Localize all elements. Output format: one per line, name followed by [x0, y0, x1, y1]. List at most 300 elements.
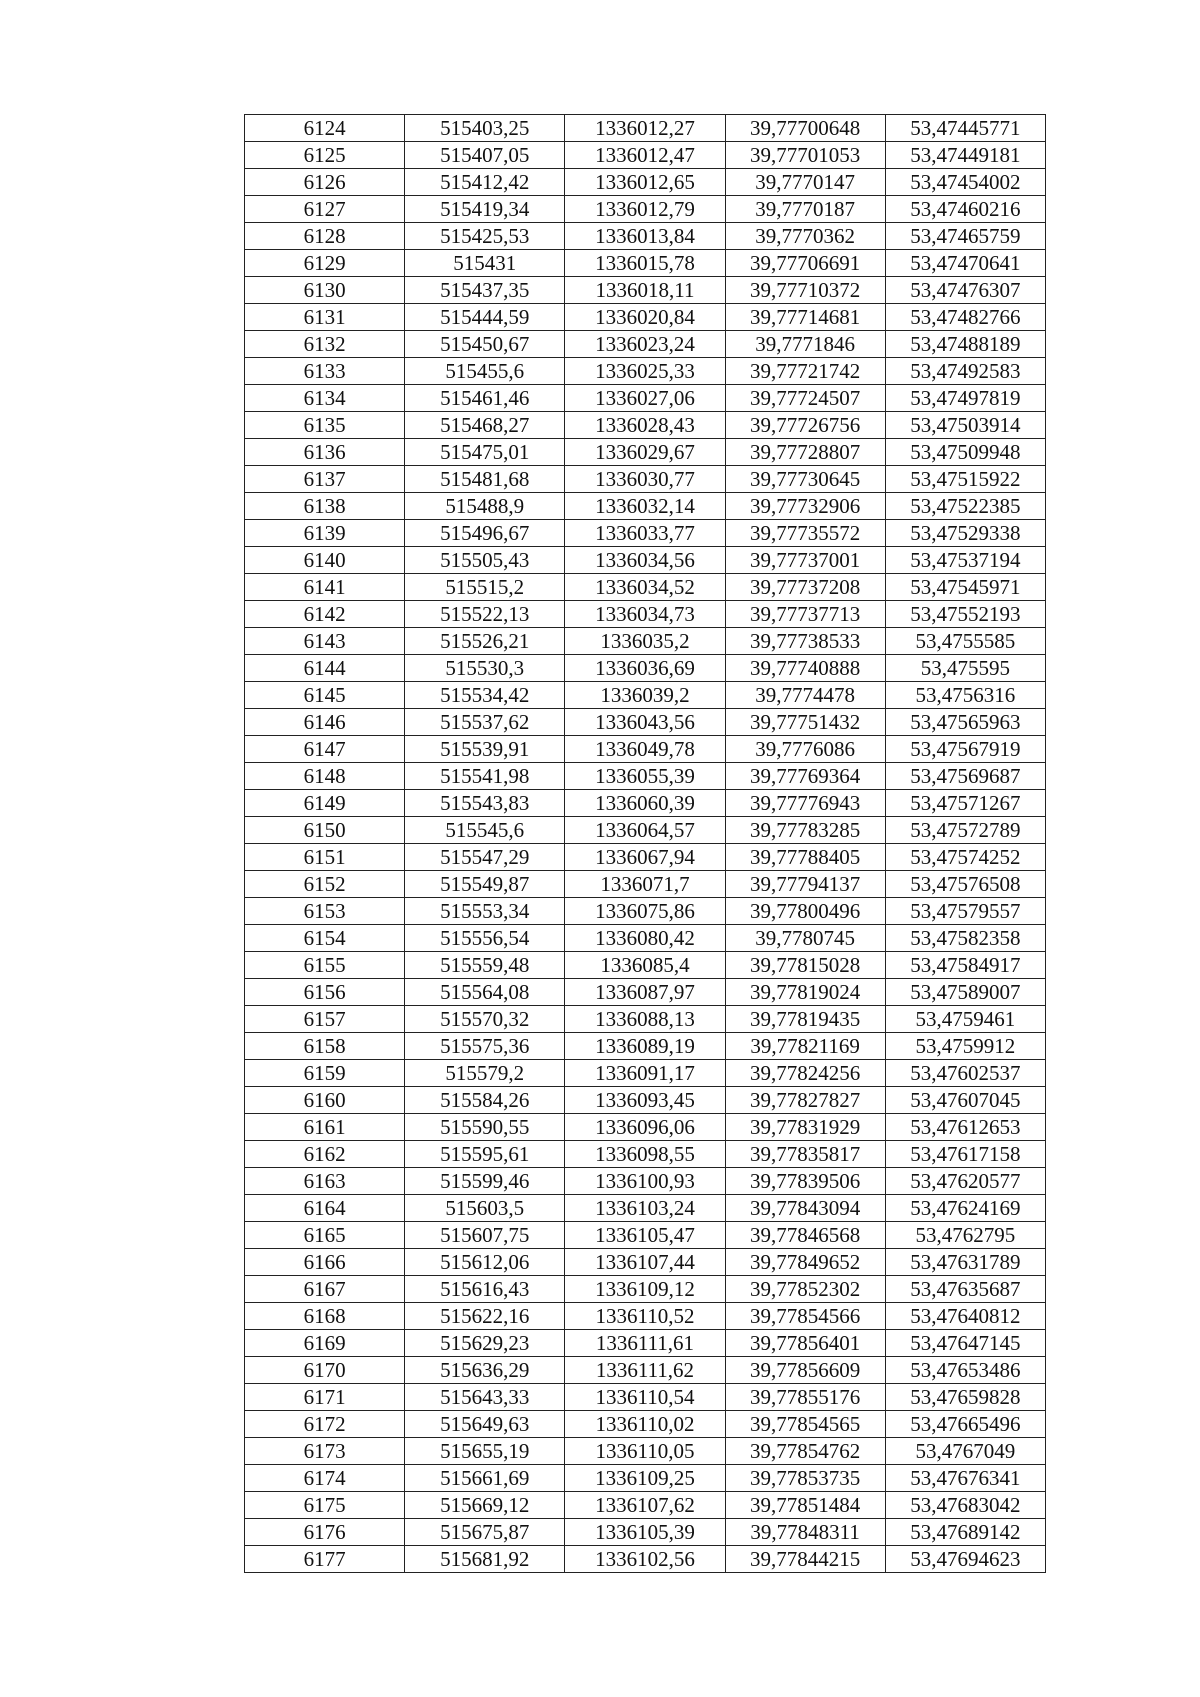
latitude-cell: 53,47584917 — [885, 952, 1045, 979]
point-number-cell: 6142 — [245, 601, 405, 628]
y-coordinate-cell: 1336032,14 — [565, 493, 725, 520]
longitude-cell: 39,77819024 — [725, 979, 885, 1006]
y-coordinate-cell: 1336080,42 — [565, 925, 725, 952]
table-row — [245, 1465, 1046, 1492]
x-coordinate-cell: 515545,6 — [405, 817, 565, 844]
table-row — [245, 925, 1046, 952]
point-number-cell: 6177 — [245, 1546, 405, 1573]
x-coordinate-cell: 515547,29 — [405, 844, 565, 871]
table-row — [245, 439, 1046, 466]
longitude-cell: 39,77794137 — [725, 871, 885, 898]
point-number-cell: 6176 — [245, 1519, 405, 1546]
table-row — [245, 1168, 1046, 1195]
latitude-cell: 53,47624169 — [885, 1195, 1045, 1222]
y-coordinate-cell: 1336030,77 — [565, 466, 725, 493]
latitude-cell: 53,47683042 — [885, 1492, 1045, 1519]
x-coordinate-cell: 515612,06 — [405, 1249, 565, 1276]
latitude-cell: 53,47449181 — [885, 142, 1045, 169]
table-row — [245, 1276, 1046, 1303]
x-coordinate-cell: 515622,16 — [405, 1303, 565, 1330]
table-row — [245, 979, 1046, 1006]
x-coordinate-cell: 515559,48 — [405, 952, 565, 979]
latitude-cell: 53,47482766 — [885, 304, 1045, 331]
longitude-cell: 39,77738533 — [725, 628, 885, 655]
y-coordinate-cell: 1336109,12 — [565, 1276, 725, 1303]
point-number-cell: 6166 — [245, 1249, 405, 1276]
longitude-cell: 39,77849652 — [725, 1249, 885, 1276]
table-row — [245, 547, 1046, 574]
y-coordinate-cell: 1336100,93 — [565, 1168, 725, 1195]
x-coordinate-cell: 515681,92 — [405, 1546, 565, 1573]
longitude-cell: 39,77714681 — [725, 304, 885, 331]
point-number-cell: 6126 — [245, 169, 405, 196]
point-number-cell: 6151 — [245, 844, 405, 871]
y-coordinate-cell: 1336110,52 — [565, 1303, 725, 1330]
longitude-cell: 39,77737713 — [725, 601, 885, 628]
longitude-cell: 39,77740888 — [725, 655, 885, 682]
longitude-cell: 39,77819435 — [725, 1006, 885, 1033]
y-coordinate-cell: 1336036,69 — [565, 655, 725, 682]
table-row — [245, 709, 1046, 736]
point-number-cell: 6168 — [245, 1303, 405, 1330]
x-coordinate-cell: 515539,91 — [405, 736, 565, 763]
table-row — [245, 574, 1046, 601]
table-row — [245, 1492, 1046, 1519]
x-coordinate-cell: 515549,87 — [405, 871, 565, 898]
latitude-cell: 53,475595 — [885, 655, 1045, 682]
longitude-cell: 39,77701053 — [725, 142, 885, 169]
y-coordinate-cell: 1336060,39 — [565, 790, 725, 817]
longitude-cell: 39,77827827 — [725, 1087, 885, 1114]
latitude-cell: 53,47509948 — [885, 439, 1045, 466]
point-number-cell: 6145 — [245, 682, 405, 709]
y-coordinate-cell: 1336110,02 — [565, 1411, 725, 1438]
y-coordinate-cell: 1336105,39 — [565, 1519, 725, 1546]
x-coordinate-cell: 515530,3 — [405, 655, 565, 682]
point-number-cell: 6144 — [245, 655, 405, 682]
y-coordinate-cell: 1336013,84 — [565, 223, 725, 250]
latitude-cell: 53,47492583 — [885, 358, 1045, 385]
point-number-cell: 6136 — [245, 439, 405, 466]
x-coordinate-cell: 515468,27 — [405, 412, 565, 439]
x-coordinate-cell: 515450,67 — [405, 331, 565, 358]
x-coordinate-cell: 515661,69 — [405, 1465, 565, 1492]
table-row — [245, 763, 1046, 790]
point-number-cell: 6172 — [245, 1411, 405, 1438]
table-row — [245, 466, 1046, 493]
latitude-cell: 53,4762795 — [885, 1222, 1045, 1249]
y-coordinate-cell: 1336043,56 — [565, 709, 725, 736]
y-coordinate-cell: 1336085,4 — [565, 952, 725, 979]
table-row — [245, 790, 1046, 817]
table-row — [245, 142, 1046, 169]
point-number-cell: 6134 — [245, 385, 405, 412]
table-row — [245, 1330, 1046, 1357]
table-row — [245, 1519, 1046, 1546]
latitude-cell: 53,47576508 — [885, 871, 1045, 898]
x-coordinate-cell: 515505,43 — [405, 547, 565, 574]
x-coordinate-cell: 515590,55 — [405, 1114, 565, 1141]
y-coordinate-cell: 1336064,57 — [565, 817, 725, 844]
point-number-cell: 6152 — [245, 871, 405, 898]
latitude-cell: 53,4756316 — [885, 682, 1045, 709]
latitude-cell: 53,47612653 — [885, 1114, 1045, 1141]
longitude-cell: 39,7770187 — [725, 196, 885, 223]
y-coordinate-cell: 1336096,06 — [565, 1114, 725, 1141]
latitude-cell: 53,47454002 — [885, 169, 1045, 196]
latitude-cell: 53,47617158 — [885, 1141, 1045, 1168]
y-coordinate-cell: 1336034,73 — [565, 601, 725, 628]
y-coordinate-cell: 1336027,06 — [565, 385, 725, 412]
longitude-cell: 39,77783285 — [725, 817, 885, 844]
y-coordinate-cell: 1336093,45 — [565, 1087, 725, 1114]
x-coordinate-cell: 515419,34 — [405, 196, 565, 223]
point-number-cell: 6159 — [245, 1060, 405, 1087]
table-row — [245, 1411, 1046, 1438]
y-coordinate-cell: 1336039,2 — [565, 682, 725, 709]
latitude-cell: 53,4759912 — [885, 1033, 1045, 1060]
x-coordinate-cell: 515481,68 — [405, 466, 565, 493]
y-coordinate-cell: 1336035,2 — [565, 628, 725, 655]
y-coordinate-cell: 1336034,56 — [565, 547, 725, 574]
table-row — [245, 601, 1046, 628]
x-coordinate-cell: 515564,08 — [405, 979, 565, 1006]
point-number-cell: 6139 — [245, 520, 405, 547]
y-coordinate-cell: 1336055,39 — [565, 763, 725, 790]
latitude-cell: 53,47545971 — [885, 574, 1045, 601]
y-coordinate-cell: 1336018,11 — [565, 277, 725, 304]
y-coordinate-cell: 1336012,79 — [565, 196, 725, 223]
y-coordinate-cell: 1336091,17 — [565, 1060, 725, 1087]
latitude-cell: 53,47497819 — [885, 385, 1045, 412]
point-number-cell: 6150 — [245, 817, 405, 844]
longitude-cell: 39,77851484 — [725, 1492, 885, 1519]
longitude-cell: 39,77769364 — [725, 763, 885, 790]
point-number-cell: 6157 — [245, 1006, 405, 1033]
table-row — [245, 331, 1046, 358]
table-row — [245, 1384, 1046, 1411]
table-row — [245, 304, 1046, 331]
longitude-cell: 39,77856609 — [725, 1357, 885, 1384]
x-coordinate-cell: 515475,01 — [405, 439, 565, 466]
point-number-cell: 6131 — [245, 304, 405, 331]
latitude-cell: 53,47529338 — [885, 520, 1045, 547]
y-coordinate-cell: 1336087,97 — [565, 979, 725, 1006]
longitude-cell: 39,77844215 — [725, 1546, 885, 1573]
longitude-cell: 39,77706691 — [725, 250, 885, 277]
point-number-cell: 6128 — [245, 223, 405, 250]
y-coordinate-cell: 1336049,78 — [565, 736, 725, 763]
table-row — [245, 169, 1046, 196]
point-number-cell: 6163 — [245, 1168, 405, 1195]
latitude-cell: 53,47552193 — [885, 601, 1045, 628]
longitude-cell: 39,7770362 — [725, 223, 885, 250]
latitude-cell: 53,47537194 — [885, 547, 1045, 574]
y-coordinate-cell: 1336028,43 — [565, 412, 725, 439]
point-number-cell: 6165 — [245, 1222, 405, 1249]
table-row — [245, 844, 1046, 871]
longitude-cell: 39,77824256 — [725, 1060, 885, 1087]
x-coordinate-cell: 515444,59 — [405, 304, 565, 331]
y-coordinate-cell: 1336071,7 — [565, 871, 725, 898]
longitude-cell: 39,77730645 — [725, 466, 885, 493]
longitude-cell: 39,7774478 — [725, 682, 885, 709]
latitude-cell: 53,47653486 — [885, 1357, 1045, 1384]
longitude-cell: 39,77737208 — [725, 574, 885, 601]
x-coordinate-cell: 515607,75 — [405, 1222, 565, 1249]
latitude-cell: 53,47574252 — [885, 844, 1045, 871]
longitude-cell: 39,77700648 — [725, 115, 885, 142]
longitude-cell: 39,7771846 — [725, 331, 885, 358]
point-number-cell: 6129 — [245, 250, 405, 277]
x-coordinate-cell: 515599,46 — [405, 1168, 565, 1195]
y-coordinate-cell: 1336109,25 — [565, 1465, 725, 1492]
latitude-cell: 53,47470641 — [885, 250, 1045, 277]
longitude-cell: 39,7770147 — [725, 169, 885, 196]
latitude-cell: 53,47572789 — [885, 817, 1045, 844]
longitude-cell: 39,77737001 — [725, 547, 885, 574]
latitude-cell: 53,4759461 — [885, 1006, 1045, 1033]
y-coordinate-cell: 1336103,24 — [565, 1195, 725, 1222]
longitude-cell: 39,77839506 — [725, 1168, 885, 1195]
y-coordinate-cell: 1336025,33 — [565, 358, 725, 385]
x-coordinate-cell: 515570,32 — [405, 1006, 565, 1033]
x-coordinate-cell: 515537,62 — [405, 709, 565, 736]
point-number-cell: 6124 — [245, 115, 405, 142]
table-row — [245, 358, 1046, 385]
table-row — [245, 1222, 1046, 1249]
latitude-cell: 53,47476307 — [885, 277, 1045, 304]
table-row — [245, 277, 1046, 304]
table-row — [245, 898, 1046, 925]
y-coordinate-cell: 1336015,78 — [565, 250, 725, 277]
table-row — [245, 1114, 1046, 1141]
x-coordinate-cell: 515553,34 — [405, 898, 565, 925]
x-coordinate-cell: 515636,29 — [405, 1357, 565, 1384]
x-coordinate-cell: 515534,42 — [405, 682, 565, 709]
latitude-cell: 53,47515922 — [885, 466, 1045, 493]
latitude-cell: 53,47647145 — [885, 1330, 1045, 1357]
table-row — [245, 1087, 1046, 1114]
x-coordinate-cell: 515675,87 — [405, 1519, 565, 1546]
point-number-cell: 6174 — [245, 1465, 405, 1492]
point-number-cell: 6143 — [245, 628, 405, 655]
table-row — [245, 952, 1046, 979]
longitude-cell: 39,77821169 — [725, 1033, 885, 1060]
latitude-cell: 53,47607045 — [885, 1087, 1045, 1114]
table-row — [245, 115, 1046, 142]
point-number-cell: 6141 — [245, 574, 405, 601]
table-row — [245, 1060, 1046, 1087]
point-number-cell: 6164 — [245, 1195, 405, 1222]
longitude-cell: 39,77855176 — [725, 1384, 885, 1411]
x-coordinate-cell: 515461,46 — [405, 385, 565, 412]
y-coordinate-cell: 1336105,47 — [565, 1222, 725, 1249]
point-number-cell: 6125 — [245, 142, 405, 169]
y-coordinate-cell: 1336012,47 — [565, 142, 725, 169]
table-row — [245, 628, 1046, 655]
longitude-cell: 39,77854566 — [725, 1303, 885, 1330]
table-row — [245, 520, 1046, 547]
table-row — [245, 223, 1046, 250]
x-coordinate-cell: 515407,05 — [405, 142, 565, 169]
table-row — [245, 412, 1046, 439]
y-coordinate-cell: 1336111,62 — [565, 1357, 725, 1384]
table-row — [245, 871, 1046, 898]
coordinates-table-body — [245, 115, 1046, 1573]
latitude-cell: 53,47676341 — [885, 1465, 1045, 1492]
y-coordinate-cell: 1336075,86 — [565, 898, 725, 925]
latitude-cell: 53,47582358 — [885, 925, 1045, 952]
longitude-cell: 39,77751432 — [725, 709, 885, 736]
point-number-cell: 6155 — [245, 952, 405, 979]
latitude-cell: 53,47465759 — [885, 223, 1045, 250]
latitude-cell: 53,47602537 — [885, 1060, 1045, 1087]
longitude-cell: 39,77815028 — [725, 952, 885, 979]
x-coordinate-cell: 515655,19 — [405, 1438, 565, 1465]
latitude-cell: 53,47665496 — [885, 1411, 1045, 1438]
point-number-cell: 6149 — [245, 790, 405, 817]
latitude-cell: 53,47488189 — [885, 331, 1045, 358]
longitude-cell: 39,77732906 — [725, 493, 885, 520]
table-row — [245, 1438, 1046, 1465]
coordinates-table — [244, 114, 1046, 1573]
x-coordinate-cell: 515425,53 — [405, 223, 565, 250]
x-coordinate-cell: 515556,54 — [405, 925, 565, 952]
longitude-cell: 39,77800496 — [725, 898, 885, 925]
longitude-cell: 39,77735572 — [725, 520, 885, 547]
latitude-cell: 53,47522385 — [885, 493, 1045, 520]
table-row — [245, 250, 1046, 277]
x-coordinate-cell: 515649,63 — [405, 1411, 565, 1438]
point-number-cell: 6160 — [245, 1087, 405, 1114]
longitude-cell: 39,77835817 — [725, 1141, 885, 1168]
latitude-cell: 53,47567919 — [885, 736, 1045, 763]
longitude-cell: 39,77854762 — [725, 1438, 885, 1465]
longitude-cell: 39,77848311 — [725, 1519, 885, 1546]
table-row — [245, 1006, 1046, 1033]
y-coordinate-cell: 1336033,77 — [565, 520, 725, 547]
latitude-cell: 53,47569687 — [885, 763, 1045, 790]
longitude-cell: 39,77846568 — [725, 1222, 885, 1249]
longitude-cell: 39,77853735 — [725, 1465, 885, 1492]
y-coordinate-cell: 1336023,24 — [565, 331, 725, 358]
table-row — [245, 736, 1046, 763]
x-coordinate-cell: 515584,26 — [405, 1087, 565, 1114]
latitude-cell: 53,47445771 — [885, 115, 1045, 142]
table-row — [245, 1249, 1046, 1276]
longitude-cell: 39,77776943 — [725, 790, 885, 817]
y-coordinate-cell: 1336107,44 — [565, 1249, 725, 1276]
table-row — [245, 655, 1046, 682]
point-number-cell: 6137 — [245, 466, 405, 493]
x-coordinate-cell: 515515,2 — [405, 574, 565, 601]
latitude-cell: 53,47689142 — [885, 1519, 1045, 1546]
y-coordinate-cell: 1336110,54 — [565, 1384, 725, 1411]
table-row — [245, 1303, 1046, 1330]
longitude-cell: 39,77724507 — [725, 385, 885, 412]
y-coordinate-cell: 1336029,67 — [565, 439, 725, 466]
point-number-cell: 6175 — [245, 1492, 405, 1519]
point-number-cell: 6171 — [245, 1384, 405, 1411]
longitude-cell: 39,77852302 — [725, 1276, 885, 1303]
point-number-cell: 6154 — [245, 925, 405, 952]
y-coordinate-cell: 1336110,05 — [565, 1438, 725, 1465]
y-coordinate-cell: 1336102,56 — [565, 1546, 725, 1573]
x-coordinate-cell: 515526,21 — [405, 628, 565, 655]
x-coordinate-cell: 515595,61 — [405, 1141, 565, 1168]
point-number-cell: 6170 — [245, 1357, 405, 1384]
table-row — [245, 1357, 1046, 1384]
longitude-cell: 39,77728807 — [725, 439, 885, 466]
longitude-cell: 39,7776086 — [725, 736, 885, 763]
point-number-cell: 6162 — [245, 1141, 405, 1168]
x-coordinate-cell: 515575,36 — [405, 1033, 565, 1060]
x-coordinate-cell: 515403,25 — [405, 115, 565, 142]
y-coordinate-cell: 1336089,19 — [565, 1033, 725, 1060]
longitude-cell: 39,7780745 — [725, 925, 885, 952]
point-number-cell: 6133 — [245, 358, 405, 385]
table-row — [245, 682, 1046, 709]
point-number-cell: 6169 — [245, 1330, 405, 1357]
y-coordinate-cell: 1336012,65 — [565, 169, 725, 196]
point-number-cell: 6132 — [245, 331, 405, 358]
point-number-cell: 6147 — [245, 736, 405, 763]
longitude-cell: 39,77788405 — [725, 844, 885, 871]
latitude-cell: 53,47631789 — [885, 1249, 1045, 1276]
y-coordinate-cell: 1336067,94 — [565, 844, 725, 871]
longitude-cell: 39,77856401 — [725, 1330, 885, 1357]
y-coordinate-cell: 1336111,61 — [565, 1330, 725, 1357]
y-coordinate-cell: 1336088,13 — [565, 1006, 725, 1033]
latitude-cell: 53,47589007 — [885, 979, 1045, 1006]
table-row — [245, 1546, 1046, 1573]
point-number-cell: 6146 — [245, 709, 405, 736]
latitude-cell: 53,4767049 — [885, 1438, 1045, 1465]
point-number-cell: 6130 — [245, 277, 405, 304]
x-coordinate-cell: 515579,2 — [405, 1060, 565, 1087]
y-coordinate-cell: 1336020,84 — [565, 304, 725, 331]
table-row — [245, 493, 1046, 520]
y-coordinate-cell: 1336107,62 — [565, 1492, 725, 1519]
x-coordinate-cell: 515496,67 — [405, 520, 565, 547]
x-coordinate-cell: 515629,23 — [405, 1330, 565, 1357]
latitude-cell: 53,47503914 — [885, 412, 1045, 439]
x-coordinate-cell: 515643,33 — [405, 1384, 565, 1411]
point-number-cell: 6167 — [245, 1276, 405, 1303]
point-number-cell: 6158 — [245, 1033, 405, 1060]
latitude-cell: 53,4755585 — [885, 628, 1045, 655]
x-coordinate-cell: 515541,98 — [405, 763, 565, 790]
x-coordinate-cell: 515603,5 — [405, 1195, 565, 1222]
point-number-cell: 6135 — [245, 412, 405, 439]
latitude-cell: 53,47565963 — [885, 709, 1045, 736]
longitude-cell: 39,77831929 — [725, 1114, 885, 1141]
longitude-cell: 39,77843094 — [725, 1195, 885, 1222]
point-number-cell: 6156 — [245, 979, 405, 1006]
point-number-cell: 6140 — [245, 547, 405, 574]
point-number-cell: 6127 — [245, 196, 405, 223]
latitude-cell: 53,47579557 — [885, 898, 1045, 925]
y-coordinate-cell: 1336012,27 — [565, 115, 725, 142]
latitude-cell: 53,47640812 — [885, 1303, 1045, 1330]
longitude-cell: 39,77726756 — [725, 412, 885, 439]
y-coordinate-cell: 1336098,55 — [565, 1141, 725, 1168]
point-number-cell: 6173 — [245, 1438, 405, 1465]
latitude-cell: 53,47571267 — [885, 790, 1045, 817]
x-coordinate-cell: 515488,9 — [405, 493, 565, 520]
latitude-cell: 53,47460216 — [885, 196, 1045, 223]
